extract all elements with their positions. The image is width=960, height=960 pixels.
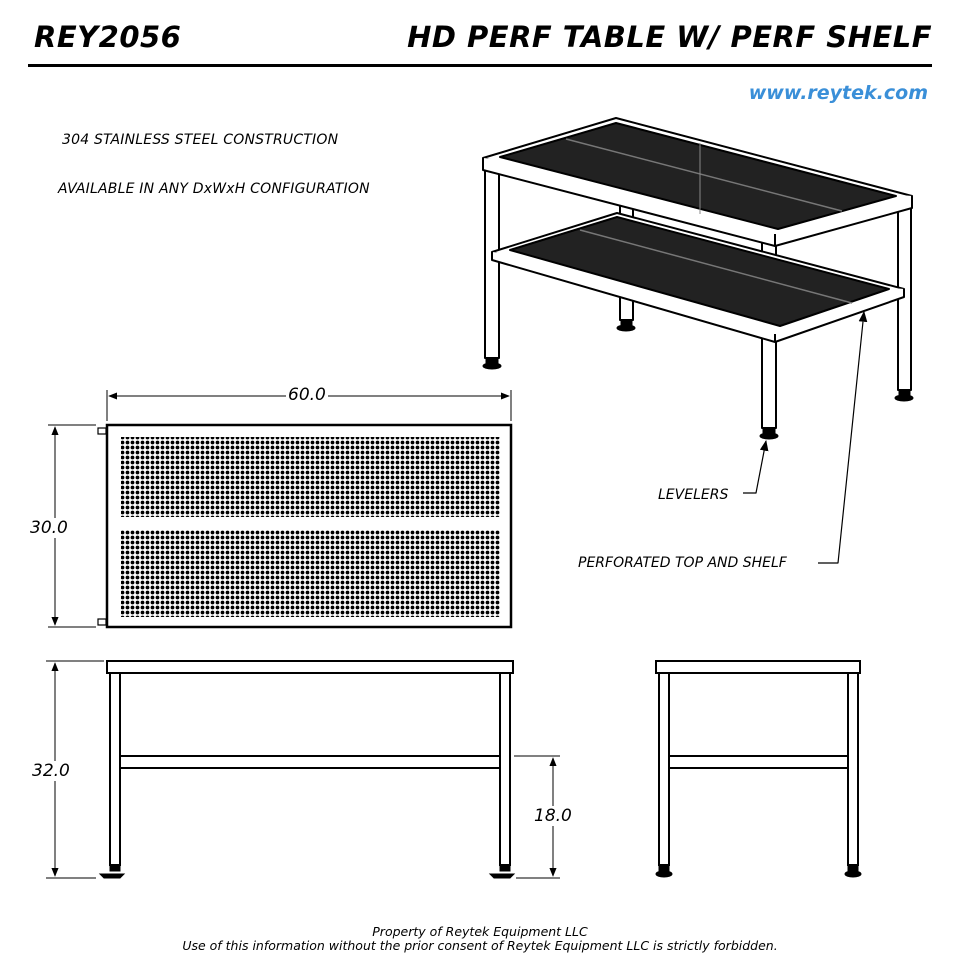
footer-disclaimer: Use of this information without the prior consent of Reytek Equipment LLC is strictly forbidden. <box>182 938 778 953</box>
shelf-height-dimension: 18.0 <box>534 806 572 826</box>
website-link[interactable]: www.reytek.com <box>748 82 928 104</box>
material-note: 304 STAINLESS STEEL CONSTRUCTION <box>62 132 339 148</box>
drawing-title: HD PERF TABLE W/ PERF SHELF <box>407 20 932 54</box>
levelers-callout: LEVELERS <box>658 487 729 503</box>
iso-top <box>483 118 912 246</box>
plan-view <box>48 390 511 627</box>
perforated-callout: PERFORATED TOP AND SHELF <box>578 555 787 571</box>
front-elevation <box>46 661 560 878</box>
width-dimension: 60.0 <box>288 385 326 405</box>
iso-levelers <box>483 320 913 439</box>
height-dimension: 32.0 <box>32 761 70 781</box>
footer-property: Property of Reytek Equipment LLC <box>372 924 588 939</box>
configuration-note: AVAILABLE IN ANY DxWxH CONFIGURATION <box>58 181 370 197</box>
iso-shelf <box>492 213 904 342</box>
side-elevation <box>656 661 861 877</box>
depth-dimension: 30.0 <box>30 518 68 538</box>
part-number: REY2056 <box>34 20 182 54</box>
